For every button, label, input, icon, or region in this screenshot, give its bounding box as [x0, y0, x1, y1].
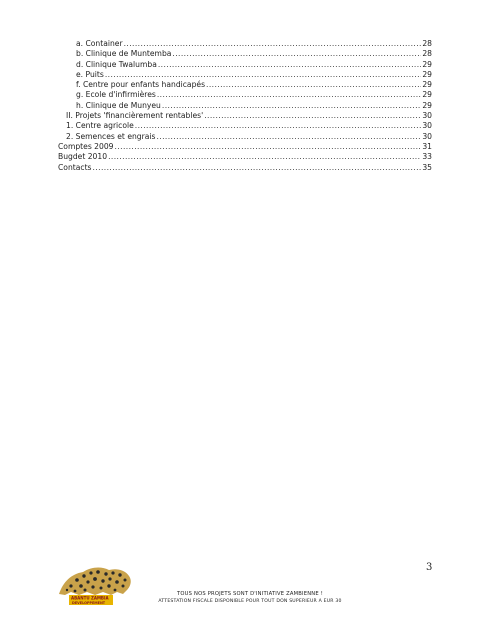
toc-entry-label: 2. Semences et engrais — [66, 131, 156, 141]
toc-entry-page: 28 — [422, 49, 432, 59]
toc-entry[interactable] — [58, 163, 432, 173]
toc-entry[interactable] — [58, 49, 432, 59]
toc-entry[interactable] — [58, 121, 432, 131]
toc-leader-dots — [108, 152, 421, 162]
logo-text-line2: DEVELOPPEMENT — [72, 601, 106, 605]
footer-slogan: TOUS NOS PROJETS SONT D'INITIATIVE ZAMBIENNE ! — [177, 591, 323, 597]
toc-entry-page: 33 — [422, 152, 432, 162]
toc-entry-label: Comptes 2009 — [58, 141, 114, 151]
toc-entry-page: 31 — [422, 141, 432, 151]
toc-leader-dots — [105, 70, 422, 80]
toc-entry-label: e. Puits — [76, 69, 104, 79]
toc-entry-label: h. Clinique de Munyeu — [76, 100, 161, 110]
toc-entry[interactable] — [58, 80, 432, 90]
toc-leader-dots — [204, 111, 421, 121]
toc-entry[interactable] — [58, 152, 432, 162]
toc-entry-page: 29 — [422, 80, 432, 90]
toc-leader-dots — [156, 132, 421, 142]
toc-entry[interactable] — [58, 70, 432, 80]
toc-leader-dots — [206, 80, 421, 90]
toc-entry-page: 28 — [422, 39, 432, 48]
toc-entry-label: Bugdet 2010 — [58, 152, 108, 162]
toc-entry-page: 29 — [422, 69, 432, 79]
toc-entry[interactable] — [58, 132, 432, 142]
page-footer — [140, 590, 360, 606]
toc-leader-dots — [158, 60, 421, 70]
toc-entry[interactable] — [58, 60, 432, 70]
toc-leader-dots — [162, 101, 421, 111]
footer-tax-note: ATTESTATION FISCALE DISPONIBLE POUR TOUT DON SUPERIEUR A EUR 30 — [158, 599, 342, 604]
toc-entry-page: 29 — [422, 90, 432, 100]
toc-entry-label: Contacts — [58, 162, 92, 172]
toc-entry[interactable] — [58, 90, 432, 100]
toc-entry-label: b. Clinique de Muntemba — [76, 49, 172, 59]
toc-entry-label: f. Centre pour enfants handicapés — [76, 80, 206, 90]
toc-entry-label: a. Container — [76, 39, 123, 48]
toc-entry-page: 29 — [422, 100, 432, 110]
toc-leader-dots — [135, 121, 422, 131]
toc-entry-label: d. Clinique Twalumba — [76, 59, 157, 69]
toc-entry-label: II. Projets 'financièrement rentables' — [66, 111, 204, 121]
toc-entry[interactable] — [58, 111, 432, 121]
toc-entry-page: 30 — [422, 111, 432, 121]
toc-entry[interactable] — [58, 142, 432, 152]
toc-entry[interactable] — [58, 39, 432, 49]
toc-leader-dots — [124, 39, 422, 49]
toc-leader-dots — [115, 142, 422, 152]
toc-entry[interactable] — [58, 101, 432, 111]
toc-leader-dots — [157, 90, 422, 100]
toc-entry-label: 1. Centre agricole — [66, 121, 134, 131]
abantu-logo — [57, 564, 133, 607]
toc-entry-page: 30 — [422, 131, 432, 141]
page-number: 3 — [426, 562, 433, 573]
toc-leader-dots — [172, 49, 421, 59]
table-of-contents — [58, 39, 432, 173]
toc-entry-label: g. Ecole d'infirmières — [76, 90, 156, 100]
toc-entry-page: 29 — [422, 59, 432, 69]
leopard-shape — [59, 568, 131, 595]
toc-leader-dots — [93, 163, 422, 173]
toc-entry-page: 35 — [422, 162, 432, 172]
toc-entry-page: 30 — [422, 121, 432, 131]
logo-text-line1: ABANTU ZAMBIA — [71, 595, 109, 601]
